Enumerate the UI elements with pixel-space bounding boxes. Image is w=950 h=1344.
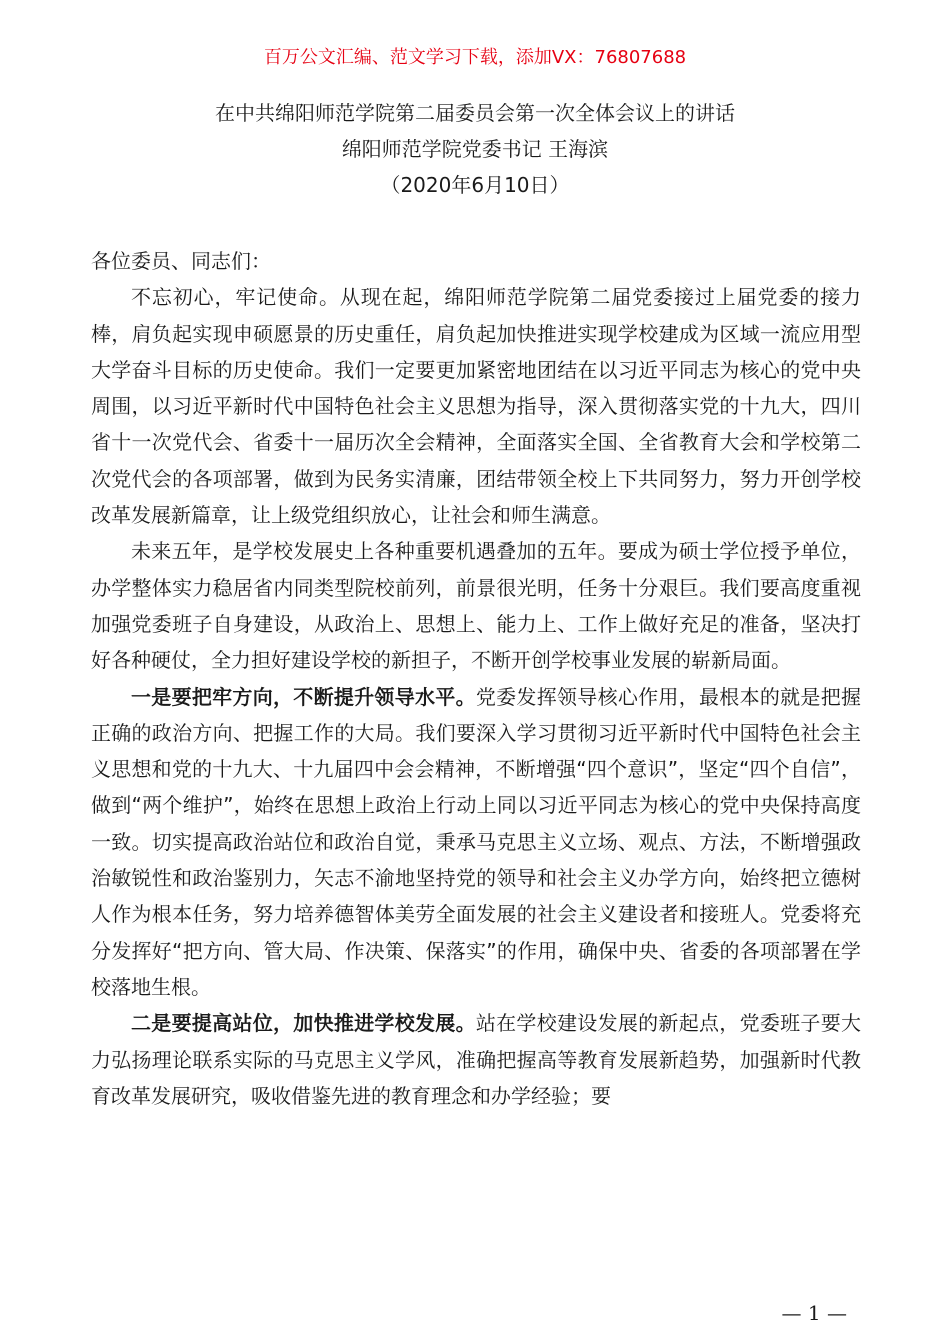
salutation: 各位委员、同志们： bbox=[91, 249, 271, 273]
page-number: — 1 — bbox=[781, 1301, 847, 1325]
paragraph-4-lead: 二是要提高站位，加快推进学校发展。 bbox=[131, 1011, 476, 1036]
paragraph-3-lead: 一是要把牢方向，不断提升领导水平。 bbox=[131, 684, 476, 709]
paragraph-3 bbox=[91, 679, 861, 1006]
paragraph-3-text: 党委发挥领导核心作用，最根本的就是把握正确的政治方向、把握工作的大局。我们要深入学习贯彻习近平新时代中国特色社会主义思想和党的十九大、十九届四中会会精神，不断增强“四个意识”，坚定“四个自信”，做到“两个维护”，始终在思想上政治上行动上同以习近平同志为核心的党中央保持高度一致。切实提高政治站位和政治自觉，秉承马克思主义立场、观点、方法，不断增强政治敏锐性和政治鉴别力，矢志不渝地坚持党的领导和社会主义办学方向，始终把立德树人作为根本任务，努力培养德智体美劳全面发展的社会主义建设者和接班人。党委将充分发挥好“把方向、管大局、作决策、保落实”的作用，确保中央、省委的各项部署在学校落地生根。 bbox=[91, 684, 862, 999]
paragraph-2: 未来五年，是学校发展史上各种重要机遇叠加的五年。要成为硕士学位授予单位，办学整体实力稳居省内同类型院校前列，前景很光明，任务十分艰巨。我们要高度重视加强党委班子自身建设，从政治上、思想上、能力上、工作上做好充足的准备，坚决打好各种硬仗，全力担好建设学校的新担子，不断开创学校事业发展的崭新局面。 bbox=[91, 539, 861, 673]
speaker-line: 绵阳师范学院党委书记 王海滨 bbox=[341, 137, 609, 161]
paragraph-4 bbox=[91, 1005, 861, 1114]
paragraph-1: 不忘初心，牢记使命。从现在起，绵阳师范学院第二届党委接过上届党委的接力棒，肩负起实现申硕愿景的历史重任，肩负起加快推进实现学校建成为区域一流应用型大学奋斗目标的历史使命。我们一定要更加紧密地团结在以习近平同志为核心的党中央周围，以习近平新时代中国特色社会主义思想为指导，深入贯彻落实党的十九大，四川省十一次党代会、省委十一届历次全会精神，全面落实全国、全省教育大会和学校第二次党代会的各项部署，做到为民务实清廉，团结带领全校上下共同努力，努力开创学校改革发展新篇章，让上级党组织放心，让社会和师生满意。 bbox=[91, 285, 861, 528]
promo-banner: 百万公文汇编、范文学习下载，添加VX：76807688 bbox=[263, 47, 687, 68]
paragraph-4-text: 站在学校建设发展的新起点，党委班子要大力弘扬理论联系实际的马克思主义学风，准确把握高等教育发展新趋势，加强新时代教育改革发展研究，吸收借鉴先进的教育理念和办学经验；要 bbox=[91, 1011, 862, 1108]
speech-title: 在中共绵阳师范学院第二届委员会第一次全体会议上的讲话 bbox=[215, 101, 735, 125]
speech-body bbox=[91, 243, 861, 1114]
speech-date: （2020年6月10日） bbox=[380, 173, 570, 197]
